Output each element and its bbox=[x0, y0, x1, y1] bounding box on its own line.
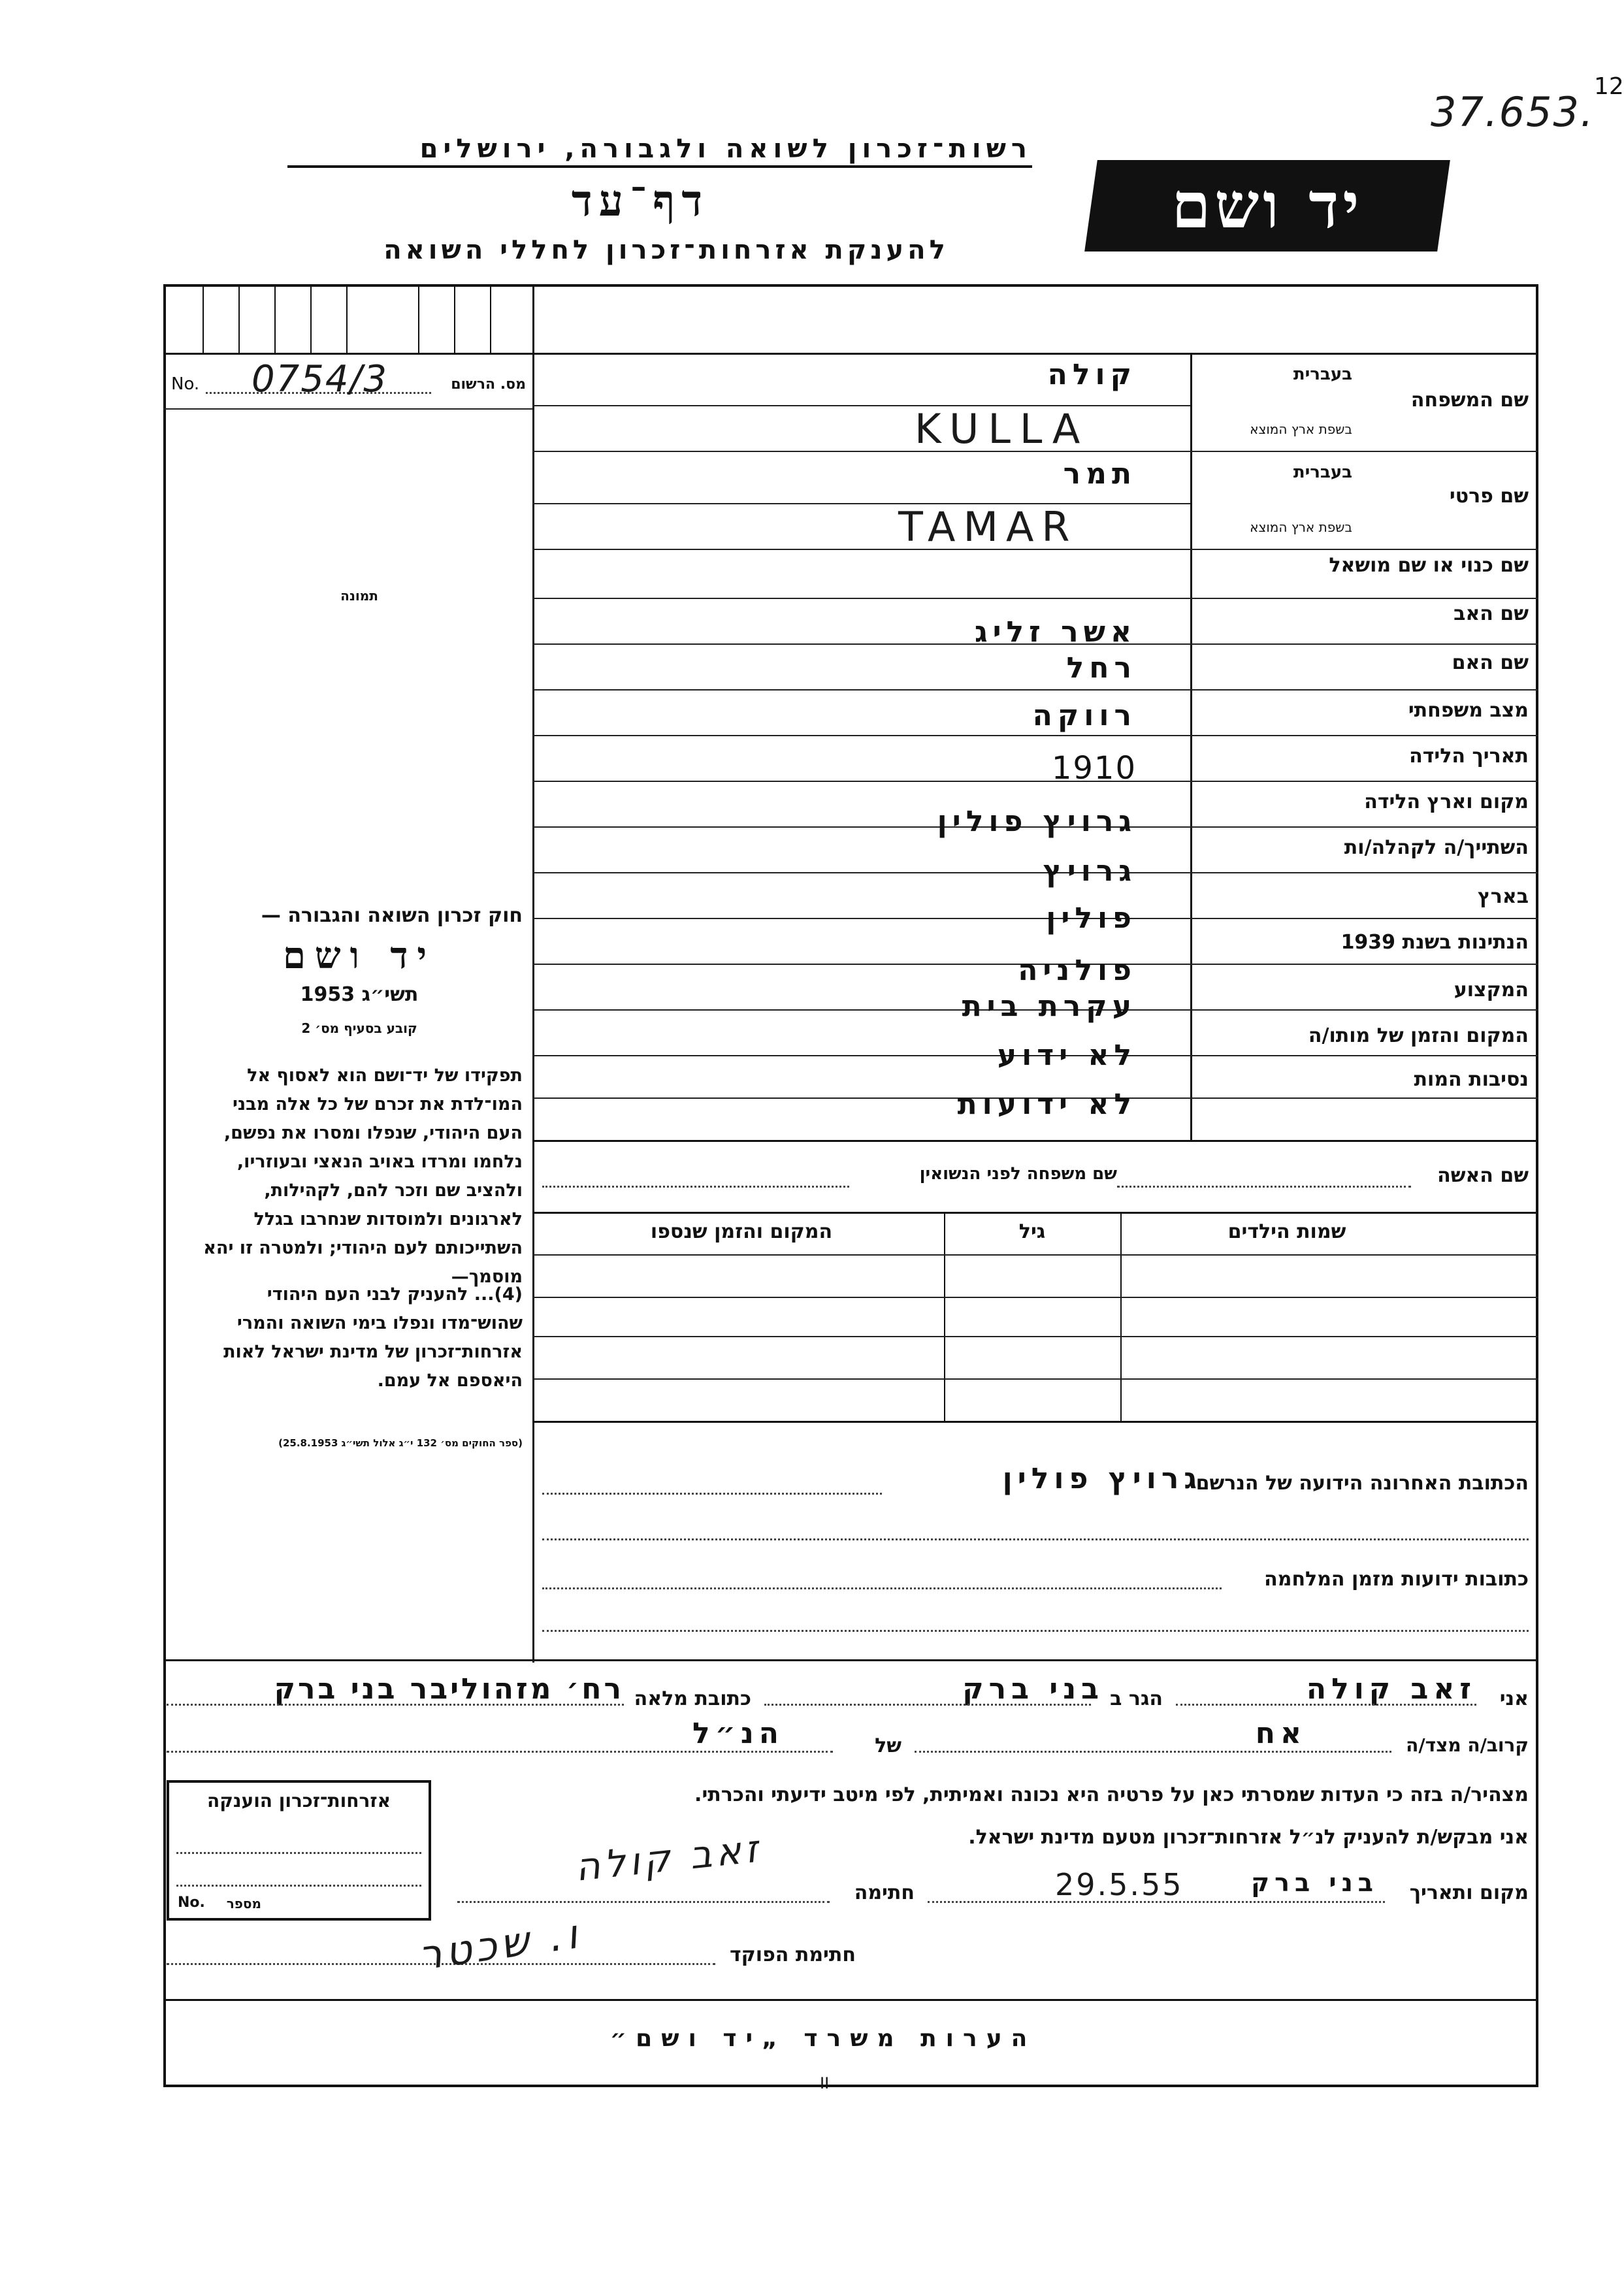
law-title: חוק זכרון השואה והגבורה — bbox=[261, 904, 523, 927]
community-value: גרויץ bbox=[1043, 854, 1137, 888]
of-value: הנ״ל bbox=[692, 1717, 784, 1750]
yad-vashem-logo bbox=[1084, 160, 1450, 252]
logo-text: יד ושם bbox=[1171, 169, 1363, 242]
last-address-value: גרויץ פולין bbox=[1002, 1462, 1202, 1495]
authority-title: רשות־זכרון לשואה ולגבורה, ירושלים bbox=[287, 134, 1032, 168]
registry-label: מס. הרשום bbox=[451, 376, 526, 393]
country-value: פולין bbox=[1046, 902, 1137, 935]
country-label: בארץ bbox=[1477, 885, 1529, 908]
law-clause: קובע בסעיף מס׳ 2 bbox=[301, 1020, 417, 1036]
officer-signature: ו. שכטר bbox=[415, 1909, 585, 1980]
corner-mark: 12 bbox=[1594, 73, 1624, 100]
family-name-native-value: KULLA bbox=[915, 405, 1090, 453]
marital-status-value: רווקה bbox=[1032, 699, 1137, 732]
citizenship-no-label: No. bbox=[178, 1894, 205, 1911]
maiden-name-label: שם משפחה לפני הנשואין bbox=[919, 1164, 1117, 1184]
citizenship-1939-value: פולניה bbox=[1018, 954, 1137, 987]
first-name-native-sub: בשפת ארץ המוצא bbox=[1250, 519, 1352, 535]
declarant-signature: זאב קולה bbox=[573, 1826, 764, 1890]
form-title: דף־עד bbox=[571, 175, 709, 226]
mother-name-value: רחל bbox=[1066, 651, 1137, 685]
relation-label: קרוב/ה מצד/ה bbox=[1406, 1734, 1529, 1756]
officer-signature-label: חתימת הפוקד bbox=[730, 1943, 856, 1966]
community-label: השתייך/ה לקהלה/ות bbox=[1344, 836, 1529, 859]
occupation-label: המקצוע bbox=[1453, 979, 1529, 1001]
office-notes-label: הערות משרד „יד ושם״ bbox=[609, 2025, 1037, 2052]
first-name-hebrew-sub: בעברית bbox=[1293, 463, 1352, 482]
of-label: של bbox=[875, 1734, 901, 1757]
registry-no-label: No. bbox=[171, 374, 200, 394]
photo-label: תמונה bbox=[340, 588, 378, 604]
citizenship-number-label: מספר bbox=[226, 1896, 261, 1911]
law-paragraph-1: תפקידו של יד־ושם הוא לאסוף אל המו־לדת את זכרם של כל אלה מבני העם היהודי, שנפלו ומסרו את נפשם, נלחמו ומרדו באויב הנאצי ובעוזריו, ולהציב שם וזכר להם, לקהילות, לארגונים ולמוסדות שנחרבו בגלל השתייכותם לעם היהודי; ולמטרה זו יהא מוסמך— bbox=[203, 1065, 523, 1287]
first-name-hebrew-value: תמר bbox=[1063, 457, 1137, 491]
wartime-address-label: כתובות ידועות מזמן המלחמה bbox=[1264, 1568, 1529, 1591]
wife-name-label: שם האשה bbox=[1437, 1164, 1529, 1187]
death-place-time-label: המקום והזמן של מותו/ה bbox=[1308, 1024, 1529, 1047]
date-value: 29.5.55 bbox=[1055, 1867, 1184, 1902]
citizenship-1939-label: הנתינות בשנת 1939 bbox=[1340, 931, 1529, 954]
children-death-place-header: המקום והזמן שנספו bbox=[650, 1220, 833, 1243]
form-subtitle: להענקת אזרחות־זכרון לחללי השואה bbox=[383, 235, 949, 265]
death-circumstances-value: לא ידועות bbox=[957, 1088, 1137, 1121]
last-address-label: הכתובת האחרונה הידועה של הנרשם bbox=[1195, 1472, 1529, 1495]
page-mark: II bbox=[820, 2074, 830, 2092]
relation-value: אח bbox=[1255, 1717, 1307, 1750]
declarant-name: זאב קולה bbox=[1306, 1672, 1476, 1706]
place-date-label: מקום ותאריך bbox=[1409, 1881, 1529, 1904]
father-name-label: שם האב bbox=[1453, 602, 1529, 625]
signature-label: חתימה bbox=[854, 1881, 915, 1904]
death-circumstances-label: נסיבות המות bbox=[1414, 1068, 1529, 1091]
archive-number: 37.653. bbox=[1431, 88, 1595, 136]
citizenship-granted-title: אזרחות־זכרון הוענקה bbox=[207, 1790, 391, 1812]
family-name-native-sub: בשפת ארץ המוצא bbox=[1250, 421, 1352, 437]
occupation-value: עקרת בית bbox=[962, 990, 1137, 1023]
death-place-time-value: לא ידוע bbox=[997, 1039, 1137, 1072]
law-citation: (ספר החוקים מס׳ 132 י״ג אלול תשי״ג 25.8.1953) bbox=[278, 1437, 523, 1449]
family-name-hebrew-sub: בעברית bbox=[1293, 365, 1352, 384]
declarant-i-label: אני bbox=[1499, 1687, 1529, 1710]
father-name-value: אשר זליג bbox=[974, 615, 1137, 649]
statement-1: מצהיר/ה בזה כי העדות שמסרתי כאן על פרטיה היא נכונה ואמיתית, לפי מיטב ידיעתי והכרתי. bbox=[694, 1783, 1529, 1806]
resides-value: בני ברק bbox=[962, 1672, 1104, 1706]
family-name-label: שם המשפחה bbox=[1410, 389, 1529, 412]
mother-name-label: שם האם bbox=[1452, 651, 1529, 674]
children-names-header: שמות הילדים bbox=[1227, 1220, 1346, 1243]
first-name-label: שם פרטי bbox=[1449, 485, 1529, 508]
registry-number: 0754/3 bbox=[252, 358, 389, 400]
nickname-label: שם כנוי או שם מושאל bbox=[1329, 554, 1529, 577]
birth-date-value: 1910 bbox=[1051, 750, 1137, 787]
statement-2: אני מבקש/ת להעניק לנ״ל אזרחות־זכרון מטעם מדינת ישראל. bbox=[968, 1826, 1529, 1849]
law-paragraph-2: (4)... להעניק לבני העם היהודי שהוש־מדו ונפלו בימי השואה והמרי אזרחות־זכרון של מדינת ישראל לאות היאספם אל עמם. bbox=[223, 1284, 523, 1391]
birthplace-label: מקום וארץ הלידה bbox=[1364, 790, 1529, 813]
family-name-hebrew-value: קולה bbox=[1047, 358, 1137, 391]
birth-date-label: תאריך הלידה bbox=[1409, 745, 1529, 768]
marital-status-label: מצב משפחתי bbox=[1408, 699, 1529, 722]
law-name: יד ושם bbox=[282, 934, 436, 977]
birthplace-value: גרויץ פולין bbox=[937, 805, 1137, 838]
children-age-header: גיל bbox=[1018, 1220, 1046, 1243]
law-year: תשי״ג 1953 bbox=[300, 983, 419, 1006]
resides-label: הגר ב bbox=[1110, 1687, 1163, 1710]
full-address-value: רח׳ מזהוליבר בני ברק bbox=[274, 1672, 624, 1706]
full-address-label: כתובת מלאה bbox=[634, 1687, 751, 1710]
first-name-native-value: TAMAR bbox=[898, 503, 1078, 551]
place-value: בני ברק bbox=[1251, 1868, 1378, 1897]
